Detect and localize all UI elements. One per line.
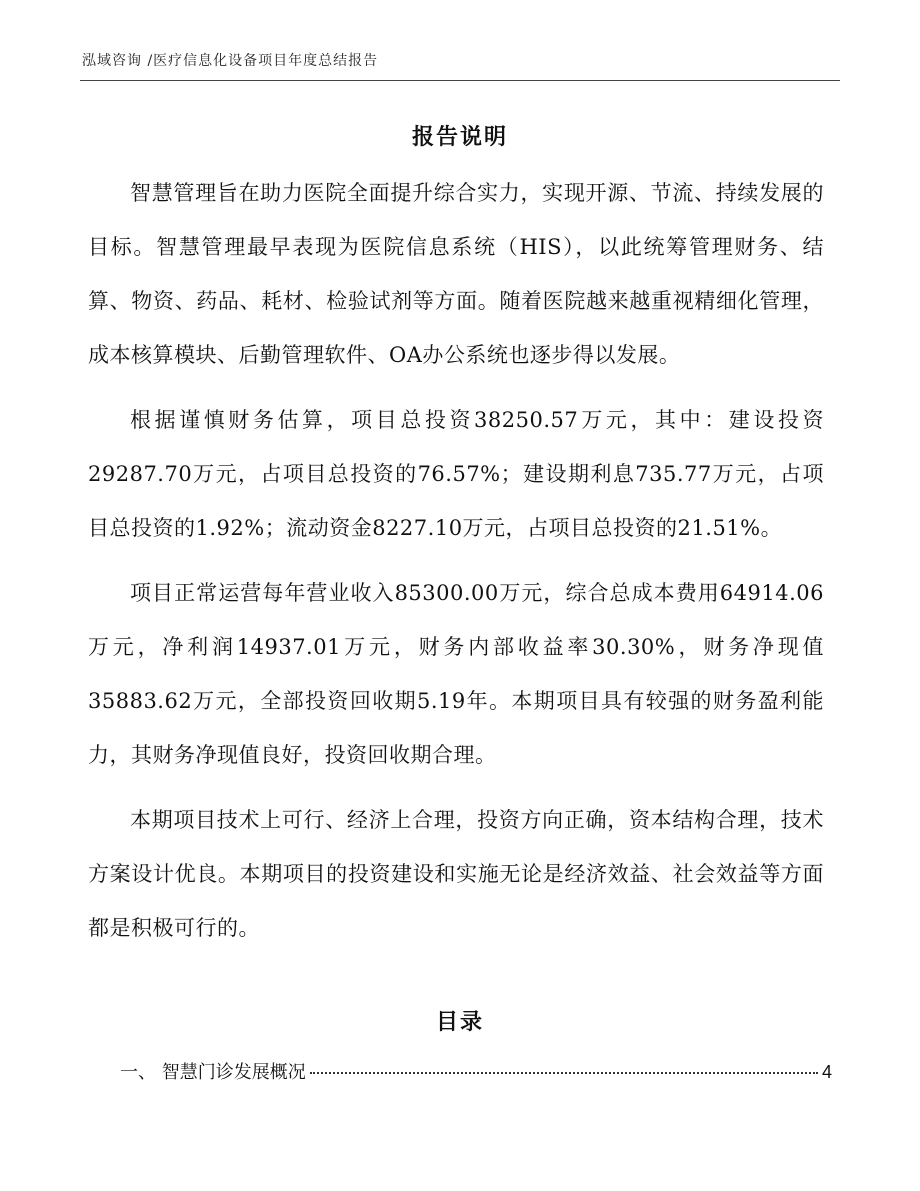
- paragraph-revenue: 项目正常运营每年营业收入85300.00万元，综合总成本费用64914.06万元，净利润14937.01万元，财务内部收益率30.30%，财务净现值35883.62万元，全部投资回收期5.19年。本期项目具有较强的财务盈利能力，其财务净现值良好，投资回收期合理。: [88, 581, 824, 767]
- paragraph-intro: 智慧管理旨在助力医院全面提升综合实力，实现开源、节流、持续发展的目标。智慧管理最早表现为医院信息系统（HIS），以此统筹管理财务、结算、物资、药品、耗材、检验试剂等方面。随着医院越来越重视精细化管理，成本核算模块、后勤管理软件、OA办公系统也逐步得以发展。: [88, 181, 824, 367]
- toc-entry-label: 一、 智慧门诊发展概况: [120, 1062, 306, 1083]
- paragraph-conclusion: 本期项目技术上可行、经济上合理，投资方向正确，资本结构合理，技术方案设计优良。本期项目的投资建设和实施无论是经济效益、社会效益等方面都是积极可行的。: [88, 808, 824, 940]
- header-divider: [80, 80, 840, 81]
- toc-dot-leader: [310, 1072, 818, 1074]
- toc-title: 目录: [435, 1009, 484, 1035]
- paragraph-investment: 根据谨慎财务估算，项目总投资38250.57万元，其中：建设投资29287.70万元，占项目总投资的76.57%；建设期利息735.77万元，占项目总投资的1.92%；流动资金8227.10万元，占项目总投资的21.51%。: [88, 408, 824, 540]
- report-title: 报告说明: [411, 124, 508, 150]
- report-body: [88, 166, 824, 966]
- page-header: 泓域咨询 /医疗信息化设备项目年度总结报告: [82, 53, 379, 69]
- toc-entry-page: 4: [821, 1062, 832, 1082]
- toc-entry[interactable]: [120, 1058, 832, 1084]
